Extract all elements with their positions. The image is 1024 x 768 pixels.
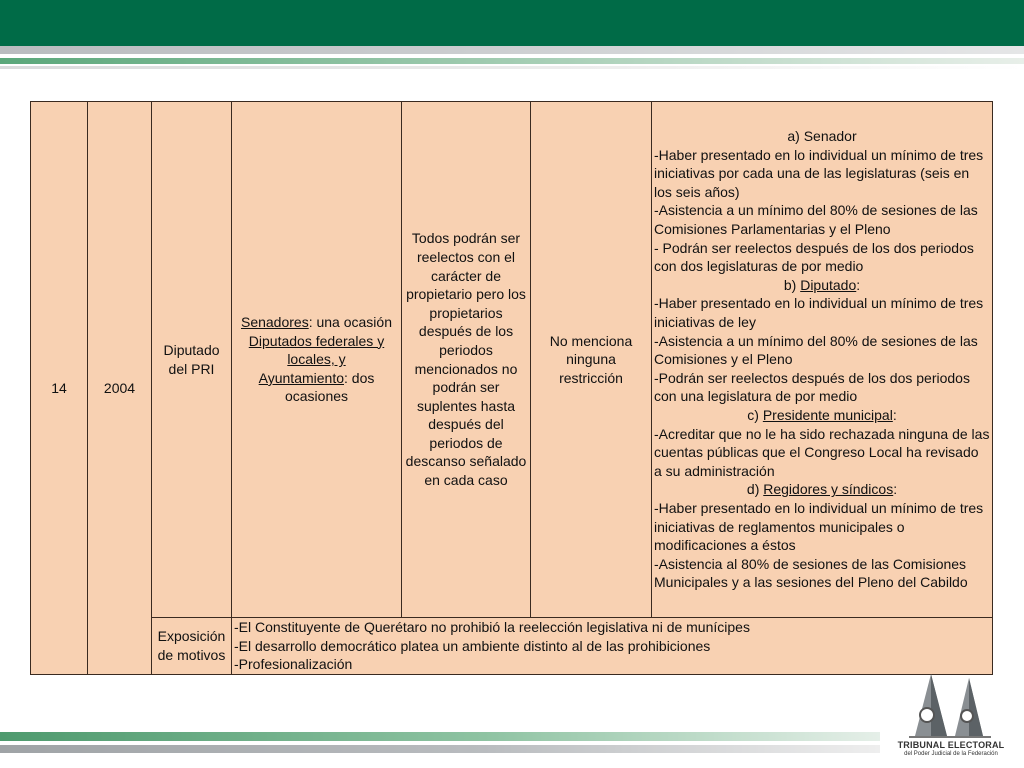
senadores-rest: : una ocasión <box>308 314 392 331</box>
diputado-item-1: -Haber presentado en lo individual un mínimo de tres iniciativas de ley <box>654 295 984 331</box>
diputado-item-3: -Podrán ser reelectos después de los dos periodos con una legislatura de por medio <box>654 369 970 405</box>
row-year: 2004 <box>103 379 136 396</box>
senador-heading: a) Senador <box>787 128 857 145</box>
requirements-cell <box>652 102 993 618</box>
exposicion-line-3: -Profesionalización <box>234 656 353 673</box>
header-stripe-green <box>0 58 1024 64</box>
regidores-heading: d) Regidores y síndicos: <box>746 481 898 498</box>
diputados-label: Diputados federales y locales, y <box>248 332 385 368</box>
logo-text-subtitle: del Poder Judicial de la Federación <box>904 751 998 757</box>
senador-item-2: -Asistencia a un mínimo del 80% de sesiones de las Comisiones Parlamentarias y el Pleno <box>654 202 978 238</box>
proposer-text: Diputado del PRI <box>163 341 220 377</box>
header-bar <box>0 0 1024 46</box>
logo-text-title: TRIBUNAL ELECTORAL <box>897 740 1005 750</box>
diputado-item-2: -Asistencia a un mínimo del 80% de sesiones de las Comisiones y el Pleno <box>654 332 978 368</box>
row-number-cell <box>31 102 88 675</box>
ayuntamiento-label: Ayuntamiento <box>258 369 344 386</box>
senadores-label: Senadores <box>240 314 309 331</box>
footer-stripe-gray <box>0 745 880 753</box>
restriction-text: No menciona ninguna restricción <box>549 332 633 386</box>
senador-item-3: - Podrán ser reelectos después de los dos periodos con dos legislaturas de por medio <box>654 239 974 275</box>
regidores-item-1: -Haber presentado en lo individual un mínimo de tres iniciativas de reglamentos municipales o modificaciones a éstos <box>654 499 984 554</box>
header-stripe-gray <box>0 46 1024 54</box>
exposicion-label-cell <box>152 618 232 675</box>
ayuntamiento-rest: : dos ocasiones <box>284 369 375 405</box>
reelection-table <box>30 101 993 675</box>
row-number: 14 <box>51 379 67 396</box>
presidente-heading: c) Presidente municipal: <box>747 406 897 423</box>
presidente-item-1: -Acreditar que no le ha sido rechazada ninguna de las cuentas públicas que el Congreso Local ha revisado a su administración <box>654 425 990 479</box>
restriction-cell <box>531 102 652 618</box>
exposicion-line-2: -El desarrollo democrático platea un ambiente distinto al de las prohibiciones <box>234 637 711 654</box>
regidores-item-2: -Asistencia al 80% de sesiones de las Comisiones Municipales y a las sesiones del Pleno del Cabildo <box>654 555 968 591</box>
conditions-cell <box>402 102 531 618</box>
term-limits-cell <box>232 102 402 618</box>
header-stripe-light <box>0 66 1024 69</box>
senador-item-1: -Haber presentado en lo individual un mínimo de tres iniciativas por cada una de las legislaturas (seis en los seis años) <box>654 146 984 200</box>
exposicion-label: Exposición de motivos <box>157 628 226 663</box>
conditions-text: Todos podrán ser reelectos con el carácter de propietario pero los propietarios después de los periodos mencionados no podrán ser suplentes hasta después del periodos de descanso señalado en cada caso <box>405 230 527 489</box>
exposicion-content-cell <box>232 618 993 675</box>
exposicion-line-1: -El Constituyente de Querétaro no prohibió la reelección legislativa ni de munícipes <box>234 619 750 636</box>
year-cell <box>88 102 152 675</box>
diputado-heading: b) Diputado: <box>783 276 861 293</box>
footer-stripe-green <box>0 732 880 741</box>
proposer-cell <box>152 102 232 618</box>
